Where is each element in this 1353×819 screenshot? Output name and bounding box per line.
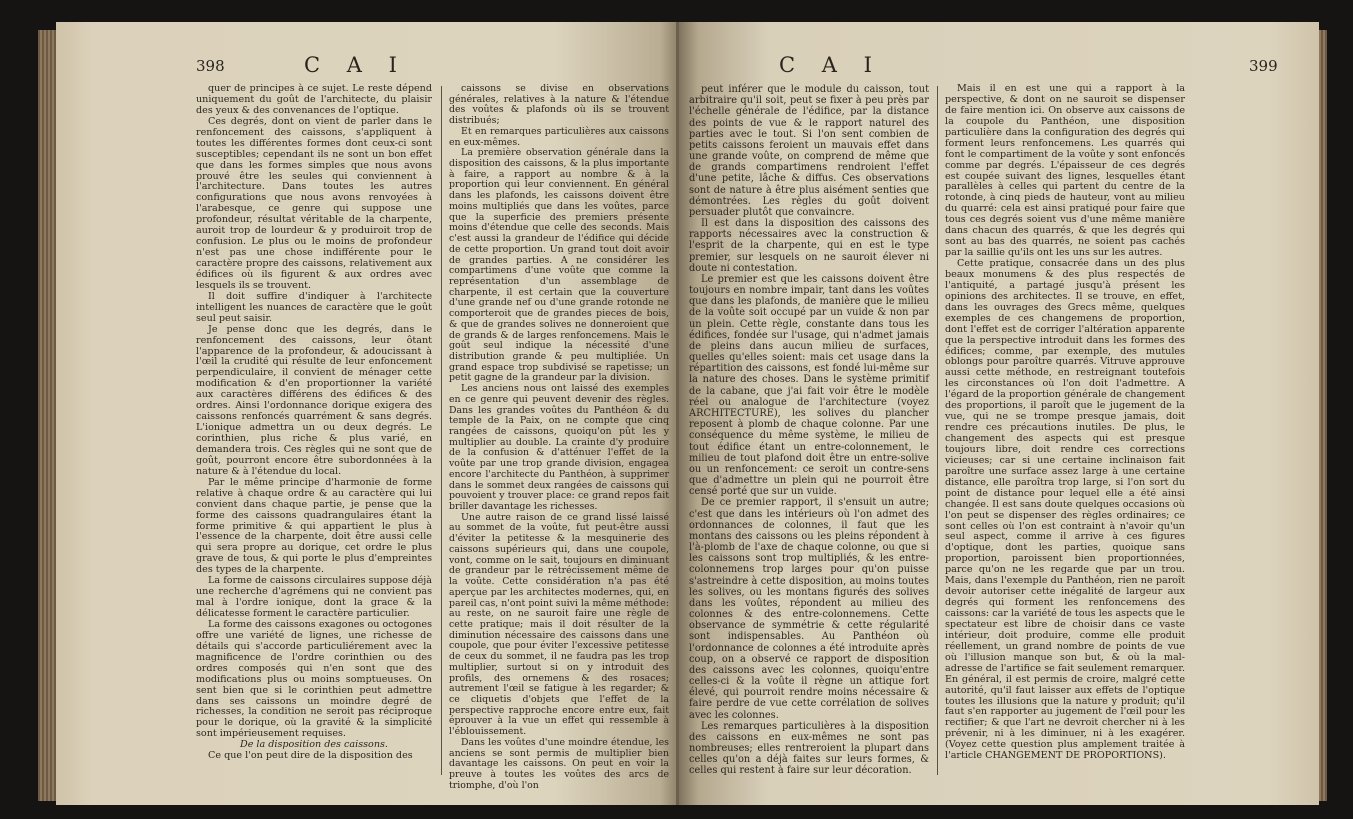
column-rule <box>441 86 442 775</box>
paragraph: La forme des caissons exagones ou octogones offre une variété de lignes, une richesse de détails qui s'accorde particuliérement avec la magnificence de l'ordre corinthien ou des ordres composés qui n'en sont que des modifications plus ou moins somptueuses. On sent bien que si le corinthien peut admettre dans ses caissons un moindre degré de richesses, la condition ne seroit pas réciproque pour le dorique, où la gravité & la simplicité sont impérieusement requises. <box>196 618 432 740</box>
left-header <box>56 53 679 83</box>
paragraph: La forme de caissons circulaires suppose déjà une recherche d'agrémens qui ne convient pas mal à l'ordre ionique, dont la grace & la délicatesse forment le caractère particulier. <box>196 575 432 619</box>
column-rule <box>937 86 938 775</box>
paragraph: Par le même principe d'harmonie de forme relative à chaque ordre & au caractère qui lui convient dans chaque partie, je pense que la forme des caissons quadrangulaires étant la forme primitive & qui appartient le plus à l'essence de la charpente, doit être aussi celle qui sera propre au dorique, cet ordre le plus grave de tous, & qui porte le plus d'empreintes des types de la charpente. <box>196 476 432 576</box>
paragraph: Mais il en est une qui a rapport à la perspective, & dont on ne sauroit se dispenser de faire mention ici. On observe aux caissons de la coupole du Panthéon, une disposition particulière dans la configuration des degrés qui forment leurs renfoncemens. Les quarrés qui font le compartiment de la voûte y sont enfoncés comme par degrés. L'épaisseur de ces degrés est coupée suivant des lignes, lesquelles étant parallèles à celles qui partent du centre de la rotonde, à cinq pieds de hauteur, vont au milieu du quarré: cela est ainsi pratiqué pour faire que tous ces degrés soient vus d'une même manière dans chacun des quarrés, & que les degrés qui sont au bas des quarrés, ne soient pas cachés par la saillie qu'ils ont les uns sur les autres. <box>945 83 1185 259</box>
paragraph: quer de principes à ce sujet. Le reste dépend uniquement du goût de l'architecte, du plaisir des yeux & des convenances de l'optique. <box>196 83 432 116</box>
paragraph: caissons se divise en observations générales, relatives à la nature & l'étendue des voûtes & plafonds où ils se trouvent distribués; <box>449 83 669 127</box>
right-page <box>679 22 1319 805</box>
paragraph: Ces degrés, dont on vient de parler dans le renfoncement des caissons, s'appliquent à toutes les différentes formes dont ceux-ci sont susceptibles; cependant ils ne sont un bon effet que dans les formes simples que nous avons prouvé être les seules qui conviennent à l'architecture. Dans toutes les autres configurations que nous avons renvoyées à l'arabesque, ce genre qui suppose une profondeur, résultat véritable de la charpente, auroit trop de lourdeur & y produiroit trop de confusion. Le plus ou le moins de profondeur n'est pas une chose indifférente pour le caractère propre des caissons, relativement aux édifices où ils figurent & aux ordres avec lesquels ils se trouvent. <box>196 115 432 291</box>
running-head: C A I <box>779 53 882 77</box>
paragraph: peut inférer que le module du caisson, tout arbitraire qu'il soit, peut se fixer à peu près par l'échelle générale de l'édifice, par la distance des points de vue & le rapport naturel des parties avec le tout. Si l'on sent combien de petits caissons feroient un mauvais effet dans une grande voûte, on comprend de même que de grands compartimens rendroient l'effet d'une petite, lâche & diffus. Ces observations sont de nature à être plus aisément senties que démontrées. Les règles du goût doivent persuader plutôt que convaincre. <box>689 84 929 218</box>
right-column-1 <box>689 84 929 777</box>
paragraph: Cette pratique, consacrée dans un des plus beaux monumens & des plus respectés de l'antiquité, a partagé jusqu'à présent les opinions des architectes. Il se trouve, en effet, dans les ouvrages des Grecs même, quelques exemples de ces changemens de proportion, dont l'effet est de corriger l'altération apparente que la perspective introduit dans les formes des édifices; comme, par exemple, des mutules oblongs pour paroître quarrés. Vitruve approuve aussi cette méthode, en restreignant toutefois les circonstances où l'on doit l'admettre. A l'égard de la proportion générale de changement des proportions, il paroît que le jugement de la vue, qui ne se trompe presque jamais, doit rendre ces précautions inutiles. De plus, le changement des aspects qui est presque toujours libre, doit rendre ces corrections vicieuses; car si une certaine inclinaison fait paroître une surface assez large à une certaine distance, elle paroîtra trop large, si l'on sort du point de distance pour lequel elle a été ainsi changée. Il est sans doute quelques occasions où l'on peut se dispenser des règles ordinaires; ce sont celles où l'on est contraint à n'avoir qu'un seul aspect, comme il arrive à ces figures d'optique, dont les parties, quoique sans proportion, paroissent bien proportionnées, parce qu'on ne les regarde que par un trou. Mais, dans l'exemple du Panthéon, rien ne paroît devoir autoriser cette inégalité de largeur aux degrés qui forment les renfoncemens des caissons: car la variété de tous les aspects que le spectateur est libre de choisir dans ce vaste intérieur, doit produire, comme elle produit réellement, un grand nombre de points de vue où l'illusion manque son but, & où la mal-adresse de l'artifice se fait seulement remarquer. En général, il est permis de croire, malgré cette autorité, qu'il faut laisser aux effets de l'optique toutes les illusions que la nature y produit; qu'il faut s'en rapporter au jugement de l'œil pour les rectifier; & que l'art ne devroit chercher ni à les prévenir, ni à les diminuer, ni à les exagérer. (Voyez cette question plus amplement traitée à l'article CHANGEMENT DE PROPORTIONS). <box>945 258 1185 762</box>
section-subheading: De la disposition des caissons. <box>240 739 388 751</box>
paragraph: La première observation générale dans la disposition des caissons, & la plus importante à faire, a rapport au nombre & à la proportion qui leur conviennent. En général dans les plafonds, les caissons doivent être moins multipliés que dans les voûtes, parce que la superficie des premiers présente moins d'étendue que celle des seconds. Mais c'est aussi la grandeur de l'édifice qui décide de cette proportion. Un grand tout doit avoir de grandes parties. A ne considérer les compartimens d'une voûte que comme la représentation d'un assemblage de charpente, il est certain que la couverture d'une grande nef ou d'une grande rotonde ne comporteroit que de grandes pieces de bois, & que de grandes solives ne donneroient que de grands & de larges renfoncemens. Mais le goût seul indique la nécessité d'une distribution grande & peu multipliée. Un grand espace trop subdivisé se rapetisse; un petit gagne de la grandeur par la division. <box>449 147 669 384</box>
left-page <box>56 22 679 805</box>
paragraph: Le premier est que les caissons doivent être toujours en nombre impair, tant dans les voûtes que dans les plafonds, de manière que le milieu de la voûte soit occupé par un vuide & non par un plein. Cette règle, constante dans tous les édifices, fondée sur l'usage, qui n'admet jamais de pleins dans aucun milieu de surfaces, quelles qu'elles soient: mais cet usage dans la répartition des caissons, est fondé lui-même sur la nature des choses. Dans le système primitif de la cabane, que j'ai fait voir être le modèle réel ou analogue de l'architecture (voyez ARCHITECTURE), les solives du plancher reposent à plomb de chaque colonne. Par une conséquence du même système, le milieu de tout édifice étant un entre-colonnement, le milieu de tout plafond doit être un entre-solive ou un renfoncement: ce seroit un contre-sens que d'admettre un plein qui ne pourroit être censé porté que sur un vuide. <box>689 273 929 498</box>
paragraph: Les anciens nous ont laissé des exemples en ce genre qui peuvent devenir des règles. Dans les grandes voûtes du Panthéon & du temple de la Paix, on ne compte que cinq rangées de caissons, quoiqu'on pût les y multiplier au double. La crainte d'y produire de la confusion & d'atténuer l'effet de la voûte par une trop grande division, engagea encore l'architecte du Panthéon, à supprimer dans le sommet deux rangées de caissons qui pouvoient y trouver place: ce grand repos fait briller davantage les richesses. <box>449 383 669 513</box>
paragraph: Les remarques particulières à la disposition des caissons en eux-mêmes ne sont pas nombreuses; elles rentreroient la plupart dans celles qu'on a déjà faites sur leurs formes, & celles qui restent à faire sur leur décoration. <box>689 720 929 777</box>
paragraph: Une autre raison de ce grand lissé laissé au sommet de la voûte, fut peut-être aussi d'éviter la petitesse & la mesquinerie des caissons supérieurs qui, dans une coupole, vont, comme on le sait, toujours en diminuant de grandeur par le rétrécissement même de la voûte. Cette considération n'a pas été aperçue par les architectes modernes, qui, en pareil cas, n'ont point suivi la même méthode: au reste, on ne sauroit faire une règle de cette pratique; mais il doit résulter de la diminution nécessaire des caissons dans une coupole, que pour éviter l'excessive petitesse de ceux du sommet, il ne faudra pas les trop multiplier, surtout si on y introduit des profils, des ornemens & des rosaces; autrement l'œil se fatigue à les regarder; & ce cliquetis d'objets que l'effet de la perspective rapproche encore entre eux, fait éprouver à la vue un effet qui ressemble à l'éblouissement. <box>449 511 669 738</box>
paragraph: Ce que l'on peut dire de la disposition des <box>208 750 413 762</box>
page-number: 399 <box>1249 57 1278 75</box>
paragraph: Dans les voûtes d'une moindre étendue, les anciens se sont permis de multiplier bien davantage les caissons. On peut en voir la preuve à toutes les voûtes des arcs de triomphe, d'où l'on <box>449 736 669 791</box>
left-column-2 <box>449 84 669 791</box>
left-column-1 <box>196 84 432 762</box>
running-head: C A I <box>304 53 407 77</box>
page-number: 398 <box>196 57 225 75</box>
paragraph: Il est dans la disposition des caissons des rapports nécessaires avec la construction & l'esprit de la charpente, qui en est le type premier, sur lesquels on ne sauroit élever ni doute ni contestation. <box>689 218 929 274</box>
paragraph: Je pense donc que les degrés, dans le renfoncement des caissons, leur ôtant l'apparence de la profondeur, & adoucissant à l'œil la crudité qui résulte de leur enfoncement perpendiculaire, il convient de ménager cette modification & d'en proportionner la variété aux caractères différens des édifices & des ordres. Ainsi l'ordonnance dorique exigera des caissons renfoncés quarrément & sans degrés. L'ionique admettra un ou deux degrés. Le corinthien, plus riche & plus varié, en demandera trois. Ces règles qui ne sont que de goût, pourront encore être subordonnées à la nature & à l'étendue du local. <box>196 323 432 477</box>
paragraph: Il doit suffire d'indiquer à l'architecte intelligent les nuances de caractère que le goût seul peut saisir. <box>196 290 432 324</box>
right-header <box>679 53 1319 83</box>
right-column-2 <box>945 84 1185 762</box>
paragraph: Et en remarques particulières aux caissons en eux-mêmes. <box>449 125 669 148</box>
paragraph: De ce premier rapport, il s'ensuit un autre; c'est que dans les intérieurs où l'on admet des ordonnances de colonnes, il faut que les montans des caissons ou les pleins répondent à l'à-plomb de l'axe de chaque colonne, ou que si les caissons sont trop multipliés, & les entre-colonnemens trop larges pour qu'on puisse s'astreindre à cette disposition, au moins toutes les solives, ou les montans figurés des solives dans les voûtes, répondent au milieu des colonnes & des entre-colonnemens. Cette observance de symmétrie & cette régularité sont indispensables. Au Panthéon où l'ordonnance de colonnes a été introduite après coup, on a observé ce rapport de disposition des caissons avec les colonnes, quoiqu'entre celles-ci & la voûte il règne un attique fort élevé, qui pourroit rendre moins nécessaire & faire perdre de vue cette corrélation de solives avec les colonnes. <box>689 497 929 721</box>
